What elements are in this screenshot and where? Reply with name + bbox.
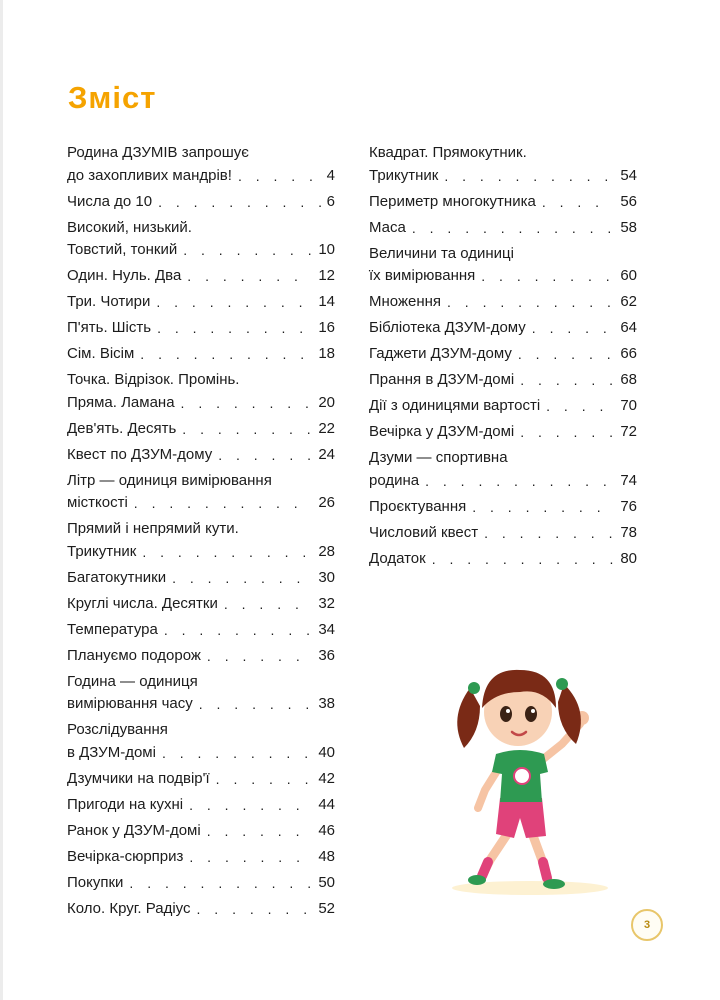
toc-entry-title: Вечірка у ДЗУМ-домі xyxy=(369,423,515,440)
toc-entry-page: 64 xyxy=(620,319,637,336)
dot-leader xyxy=(140,343,312,366)
toc-entry-page: 48 xyxy=(318,847,335,865)
toc-entry[interactable] xyxy=(67,593,335,616)
toc-entry-page: 38 xyxy=(318,695,335,712)
toc-entry-title-line1: Родина ДЗУМІВ запрошує xyxy=(67,144,249,161)
girl-running-illustration xyxy=(430,648,610,898)
toc-entry-title: Маса xyxy=(369,218,406,236)
dot-leader xyxy=(183,239,312,262)
toc-entry-title-line1: Квадрат. Прямокутник. xyxy=(369,144,527,161)
toc-entry-page: 40 xyxy=(318,743,335,761)
toc-entry[interactable] xyxy=(67,470,335,515)
toc-entry[interactable] xyxy=(369,243,637,288)
toc-entry[interactable] xyxy=(369,548,637,571)
toc-entry-page: 78 xyxy=(620,523,637,541)
toc-entry[interactable] xyxy=(67,142,335,187)
toc-entry[interactable] xyxy=(369,496,637,519)
toc-entry-page: 58 xyxy=(620,218,637,236)
dot-leader xyxy=(156,291,312,314)
girl-shirt-emblem xyxy=(514,768,530,784)
toc-entry-title: П'ять. Шість xyxy=(67,319,152,336)
toc-entry-title-line1: Година — одиниця xyxy=(67,672,198,690)
toc-entry[interactable] xyxy=(67,820,335,843)
toc-entry-page: 4 xyxy=(326,166,335,184)
toc-entry-page: 20 xyxy=(318,393,335,411)
girl-hair-tie-left xyxy=(468,682,480,694)
page-title: Зміст xyxy=(68,80,157,115)
toc-entry-page: 36 xyxy=(318,646,335,664)
toc-entry-page: 28 xyxy=(318,542,335,560)
toc-entry-title: Три. Чотири xyxy=(67,293,151,310)
dot-leader xyxy=(134,492,313,515)
toc-entry-title: Круглі числа. Десятки xyxy=(67,594,218,612)
toc-entry-page: 22 xyxy=(318,419,335,437)
toc-entry[interactable] xyxy=(369,317,637,340)
toc-column-left xyxy=(67,142,335,924)
dot-leader xyxy=(189,794,312,817)
toc-entry-title: Гаджети ДЗУМ-дому xyxy=(369,345,512,362)
toc-entry-page: 42 xyxy=(318,769,335,787)
dot-leader xyxy=(532,317,615,340)
toc-entry-title-line1: Величини та одиниці xyxy=(369,244,514,262)
toc-entry-title: вимірювання часу xyxy=(67,695,193,712)
toc-entry-title-line1: Прямий і непрямий кути. xyxy=(67,520,239,537)
toc-entry-page: 50 xyxy=(318,873,335,891)
toc-entry-title: Дев'ять. Десять xyxy=(67,419,177,437)
toc-entry[interactable] xyxy=(67,768,335,791)
toc-entry-title: їх вимірювання xyxy=(369,267,476,284)
toc-entry-page: 52 xyxy=(318,899,335,917)
dot-leader xyxy=(199,693,313,716)
toc-entry-title-line1: Літр — одиниця вимірювання xyxy=(67,471,272,489)
girl-ponytail-left xyxy=(457,688,480,748)
dot-leader xyxy=(472,496,614,519)
dot-leader xyxy=(158,191,321,214)
toc-entry-page: 74 xyxy=(620,471,637,489)
toc-entry[interactable] xyxy=(67,343,335,366)
toc-entry[interactable] xyxy=(369,191,637,214)
toc-entry[interactable] xyxy=(67,369,335,414)
toc-entry[interactable] xyxy=(67,719,335,764)
toc-entry[interactable] xyxy=(369,217,637,240)
toc-entry-page: 10 xyxy=(318,241,335,258)
girl-eye-right xyxy=(525,706,537,722)
toc-entry-page: 16 xyxy=(318,319,335,336)
toc-entry[interactable] xyxy=(67,191,335,214)
dot-leader xyxy=(181,392,313,415)
toc-entry-title: родина xyxy=(369,471,420,489)
dot-leader xyxy=(216,768,313,791)
toc-entry-title: Трикутник xyxy=(369,166,439,184)
page-number-badge: 3 xyxy=(631,909,663,941)
toc-entry-page: 80 xyxy=(620,549,637,567)
toc-entry-page: 18 xyxy=(318,345,335,362)
toc-entry-title: Один. Нуль. Два xyxy=(67,267,182,284)
toc-entry-title: Дії з одиницями вартості xyxy=(369,397,541,414)
toc-entry[interactable] xyxy=(369,291,637,314)
dot-leader xyxy=(207,820,313,843)
toc-entry[interactable] xyxy=(369,142,637,187)
toc-entry-page: 46 xyxy=(318,821,335,839)
dot-leader xyxy=(520,421,614,444)
toc-entry-title: Покупки xyxy=(67,873,124,891)
toc-entry-title: Ранок у ДЗУМ-домі xyxy=(67,821,201,839)
girl-hair-tie-right xyxy=(556,678,568,690)
toc-entry-title: Плануємо подорож xyxy=(67,646,201,664)
toc-entry-title: Багатокутники xyxy=(67,568,167,586)
dot-leader xyxy=(218,444,312,467)
toc-entry[interactable] xyxy=(369,522,637,545)
dot-leader xyxy=(187,265,312,288)
toc-entry-page: 76 xyxy=(620,497,637,515)
girl-shorts xyxy=(496,798,546,838)
toc-entry[interactable] xyxy=(67,265,335,288)
toc-entry-title: Проєктування xyxy=(369,497,467,515)
dot-leader xyxy=(197,898,313,921)
toc-entry-page: 56 xyxy=(620,192,637,210)
girl-shoe-right xyxy=(543,879,565,889)
dot-leader xyxy=(164,619,312,642)
toc-entry[interactable] xyxy=(369,395,637,418)
dot-leader xyxy=(484,522,614,545)
toc-entry-page: 34 xyxy=(318,620,335,638)
dot-leader xyxy=(238,165,321,188)
dot-leader xyxy=(129,872,312,895)
toc-entry-title: Сім. Вісім xyxy=(67,345,135,362)
toc-entry-title: Пригоди на кухні xyxy=(67,795,184,813)
toc-entry[interactable] xyxy=(369,369,637,392)
toc-entry-page: 14 xyxy=(318,293,335,310)
toc-entry[interactable] xyxy=(67,317,335,340)
toc-entry-page: 26 xyxy=(318,494,335,511)
dot-leader xyxy=(542,191,615,214)
dot-leader xyxy=(207,645,312,668)
dot-leader xyxy=(182,418,312,441)
toc-entry-title: Периметр многокутника xyxy=(369,192,536,210)
toc-entry-page: 60 xyxy=(620,267,637,284)
toc-entry-page: 24 xyxy=(318,445,335,463)
toc-entry[interactable] xyxy=(67,291,335,314)
dot-leader xyxy=(172,567,312,590)
girl-sock-right xyxy=(543,862,547,878)
toc-entry-title: Пряма. Ламана xyxy=(67,393,175,411)
toc-entry[interactable] xyxy=(67,418,335,441)
toc-entry-page: 70 xyxy=(620,397,637,414)
dot-leader xyxy=(481,265,614,288)
dot-leader xyxy=(432,548,615,571)
dot-leader xyxy=(412,217,614,240)
toc-entry-page: 72 xyxy=(620,423,637,440)
toc-entry-page: 12 xyxy=(318,267,335,284)
dot-leader xyxy=(520,369,614,392)
dot-leader xyxy=(447,291,614,314)
page-edge xyxy=(0,0,3,1000)
dot-leader xyxy=(162,742,312,765)
toc-entry-title-line1: Розслідування xyxy=(67,721,168,738)
toc-entry-page: 68 xyxy=(620,371,637,388)
dot-leader xyxy=(425,470,614,493)
toc-entry-page: 44 xyxy=(318,795,335,813)
dot-leader xyxy=(518,343,614,366)
toc-entry[interactable] xyxy=(67,645,335,668)
toc-entry[interactable] xyxy=(67,619,335,642)
toc-entry-title: Трикутник xyxy=(67,542,137,560)
toc-entry-title: Прання в ДЗУМ-домі xyxy=(369,371,515,388)
toc-entry-title-line1: Високий, низький. xyxy=(67,218,192,236)
toc-entry-title: Числовий квест xyxy=(369,523,479,541)
dot-leader xyxy=(157,317,312,340)
toc-entry-page: 54 xyxy=(620,166,637,184)
toc-entry[interactable] xyxy=(67,567,335,590)
toc-entry-title: Вечірка-сюрприз xyxy=(67,847,184,865)
dot-leader xyxy=(444,165,614,188)
girl-shoe-left xyxy=(468,875,486,885)
toc-entry-page: 6 xyxy=(326,192,335,210)
girl-sock-left xyxy=(482,862,488,876)
toc-entry[interactable] xyxy=(67,872,335,895)
toc-entry[interactable] xyxy=(67,671,335,716)
toc-entry-title: Додаток xyxy=(369,549,426,567)
toc-entry-title-line1: Точка. Відрізок. Промінь. xyxy=(67,371,240,388)
toc-entry[interactable] xyxy=(67,898,335,921)
toc-entry[interactable] xyxy=(67,846,335,869)
dot-leader xyxy=(142,541,312,564)
toc-entry[interactable] xyxy=(369,421,637,444)
toc-entry-page: 62 xyxy=(620,293,637,310)
toc-entry-title: Товстий, тонкий xyxy=(67,241,178,258)
toc-entry[interactable] xyxy=(369,447,637,492)
toc-entry-title: Числа до 10 xyxy=(67,192,153,210)
girl-ponytail-right xyxy=(558,684,581,744)
toc-entry-page: 66 xyxy=(620,345,637,362)
toc-entry-page: 30 xyxy=(318,568,335,586)
toc-entry-title: Коло. Круг. Радіус xyxy=(67,899,191,917)
girl-eye-left xyxy=(500,706,512,722)
toc-entry-title: до захопливих мандрів! xyxy=(67,166,232,184)
toc-entry-title: Квест по ДЗУМ-дому xyxy=(67,445,213,463)
dot-leader xyxy=(189,846,312,869)
toc-entry-title: в ДЗУМ-домі xyxy=(67,743,156,761)
toc-entry[interactable] xyxy=(67,444,335,467)
dot-leader xyxy=(546,395,614,418)
toc-entry-page: 32 xyxy=(318,594,335,612)
toc-entry-title: Температура xyxy=(67,620,158,638)
toc-entry[interactable] xyxy=(67,217,335,262)
toc-entry-title: Бібліотека ДЗУМ-дому xyxy=(369,319,526,336)
toc-entry-title: Множення xyxy=(369,293,442,310)
toc-entry-title-line1: Дзуми — спортивна xyxy=(369,449,508,466)
toc-column-right xyxy=(369,142,637,574)
toc-entry-title: Дзумчики на подвір'ї xyxy=(67,769,210,787)
toc-entry[interactable] xyxy=(369,343,637,366)
toc-entry[interactable] xyxy=(67,794,335,817)
toc-entry-title: місткості xyxy=(67,494,128,511)
dot-leader xyxy=(224,593,312,616)
toc-entry[interactable] xyxy=(67,518,335,563)
